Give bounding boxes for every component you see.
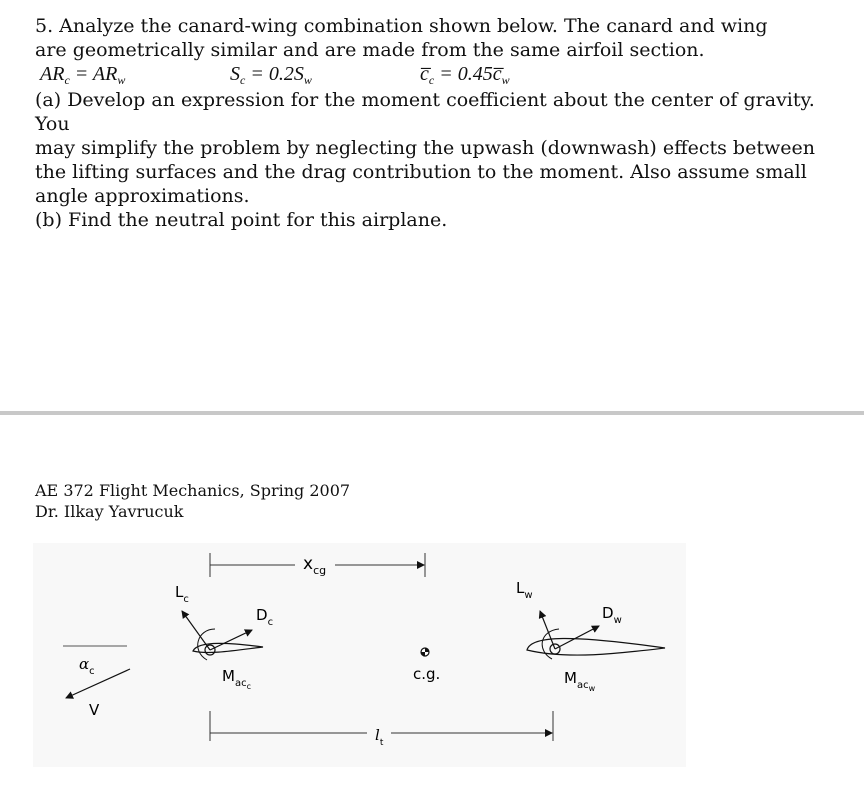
canard-airfoil: [175, 583, 273, 691]
equation-area: $S_c = 0.2S_w$: [230, 63, 312, 87]
problem-intro-line-1: 5. Analyze the canard-wing combination shown below. The canard and wing: [35, 15, 768, 37]
given-equations: [35, 62, 835, 88]
xcg-dimension: [210, 553, 425, 577]
instructor-name: Dr. Ilkay Yavrucuk: [35, 502, 184, 521]
cg-marker: [413, 648, 440, 683]
moment-wing-label: $M_{acw}$: [564, 669, 596, 693]
canard-wing-diagram: [33, 543, 686, 767]
equation-chord: $c̅_c$ = $0.45c̅_w$: [420, 63, 510, 87]
drag-canard-label: $D_c$: [256, 606, 274, 628]
moment-canard-label: $M_{acc}$: [222, 667, 251, 691]
xcg-label: $x_{cg}$: [303, 554, 327, 577]
course-title: AE 372 Flight Mechanics, Spring 2007: [35, 481, 351, 500]
drag-wing-label: $D_w$: [602, 604, 622, 626]
problem-intro-line-2: are geometrically similar and are made from the same airfoil section.: [35, 39, 705, 61]
course-footer: [35, 480, 350, 522]
part-a-line-3: the lifting surfaces and the drag contribution to the moment. Also assume small: [35, 161, 807, 183]
cg-label: c.g.: [413, 665, 441, 683]
page-divider: [0, 411, 864, 415]
part-a-line-1: (a) Develop an expression for the moment coefficient about the center of gravity. You: [35, 89, 815, 135]
equation-aspect-ratio: $AR_c = AR_w$: [40, 63, 126, 87]
part-a-line-4: angle approximations.: [35, 185, 250, 207]
freestream-indicator: [63, 646, 130, 719]
diagram-svg: [33, 543, 686, 767]
part-a-line-2: may simplify the problem by neglecting the upwash (downwash) effects between: [35, 137, 815, 159]
problem-statement: [35, 14, 835, 232]
lt-dimension: [210, 711, 553, 748]
alpha-c-label: $\alpha_c$: [79, 655, 95, 677]
lt-label: $l_t$: [375, 726, 384, 748]
lift-wing-label: $L_w$: [516, 579, 533, 601]
lift-canard-label: $L_c$: [175, 583, 189, 605]
velocity-label: V: [89, 701, 100, 719]
wing-airfoil: [516, 579, 665, 693]
part-b: (b) Find the neutral point for this airplane.: [35, 209, 448, 231]
